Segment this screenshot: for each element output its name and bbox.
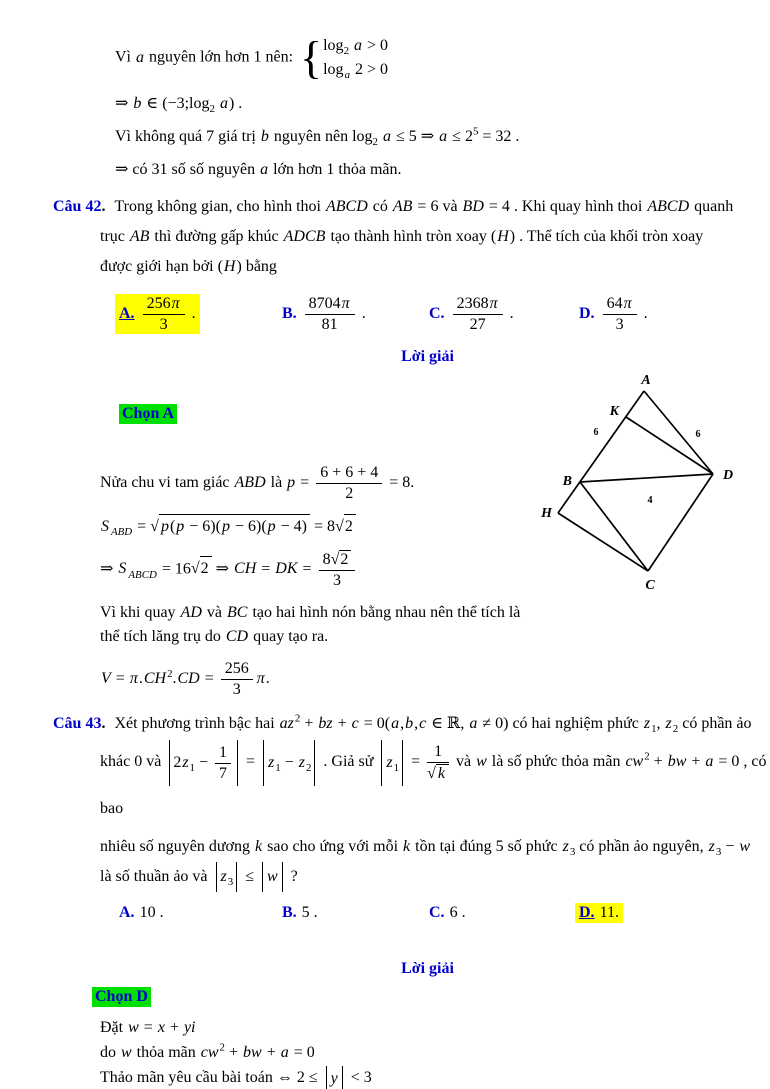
q42-solution-line-1: Nửa chu vi tam giác ABD là p = $\frac{6 + 6 + 4}{2}$ = 8.	[100, 464, 415, 502]
q43-loi-giai: Lời giải	[401, 960, 454, 978]
figure-label-6: 6	[695, 429, 701, 440]
figure-label-K: K	[609, 404, 619, 419]
option-cell-d	[575, 903, 770, 923]
option-cell-a	[115, 294, 278, 335]
option-cell-b	[278, 294, 425, 335]
intro-section	[115, 0, 770, 181]
q43-chon-badge: Chọn D	[92, 987, 151, 1007]
edge-CD	[648, 474, 713, 571]
q43-line-3: nhiêu số nguyên dương k sao cho ứng với mỗi k tồn tại đúng 5 số phức $z_3$ có phần ảo nguyên, $z_3 - w$	[100, 837, 751, 858]
edge-AH	[558, 391, 644, 513]
option-letter-d: D.	[579, 304, 595, 322]
q43-solution	[100, 1015, 770, 1089]
figure-label-D: D	[723, 468, 734, 483]
figure-label-B: B	[562, 474, 572, 489]
edge-KD	[626, 417, 713, 474]
option-letter-b: B.	[282, 904, 297, 922]
q43-line-4: là số thuần ảo và $z_3$ ≤ w ?	[100, 862, 770, 892]
q43-solution-line-1: Đặt w = x + yi	[100, 1019, 196, 1037]
figure-label-H: H	[541, 506, 552, 521]
intro-line-4: ⇒ có 31 số số nguyên a lớn hơn 1 thỏa mãn.	[115, 161, 402, 178]
option-cell-c	[425, 294, 575, 335]
q43-label-dot: .	[101, 715, 106, 733]
option-a-highlighted: A. $\frac{256\pi}{3}$ .	[115, 294, 200, 335]
option-a: A. 10 .	[119, 904, 164, 922]
option-letter-b: B.	[282, 304, 297, 322]
q43-label: Câu 43	[53, 715, 102, 733]
q43-solution-line-3: Thảo mãn yêu cầu bài toán ⇔ 2 ≤ y < 3	[100, 1065, 770, 1089]
q43-line-2: khác 0 và $2z_1$ − $\frac{1}{7}$ = $z_1 - z_2$ . Giả sử $z_1$ = $\frac{1}{√ k}$ và w là số phức thỏa mãn $cw^2$ + bw + a = 0 , có bao	[100, 739, 770, 831]
edge-HC	[558, 513, 648, 571]
q42-label-dot: .	[101, 198, 106, 215]
edge-BD	[580, 474, 713, 482]
edge-AD	[644, 391, 713, 474]
option-letter-a: A.	[119, 904, 135, 922]
q42-solution-line-3: ⇒ S $_{ABCD}$ = 16√2 ⇒ CH = DK = $\frac{8√2}{3}$	[100, 550, 532, 590]
option-cell-a	[115, 903, 278, 923]
intro-line-1: Vì a nguyên lớn hơn 1 nên: { $\log_2 a > 0$ $\log_a 2 > 0$	[115, 32, 389, 83]
rhombus-svg	[533, 356, 748, 604]
option-cell-b	[278, 903, 425, 923]
q43-options	[115, 900, 770, 926]
q43-text: Xét phương trình bậc hai $az^2$ + bz + c = 0(a,b,c ∈ ℝ, a ≠ 0) có hai nghiệm phức $z_1$, $z_2$ có phần ảo	[114, 713, 752, 736]
figure-label-6: 6	[593, 427, 599, 438]
q42-chon-badge: Chọn A	[119, 404, 177, 424]
q42-text: Trong không gian, cho hình thoi ABCD có AB = 6 và BD = 4 . Khi quay hình thoi ABCD quanh	[114, 198, 734, 215]
option-letter-c: C.	[429, 304, 445, 322]
figure-label-A: A	[641, 373, 651, 388]
q42-loi-giai: Lời giải	[401, 348, 454, 365]
intro-line-3: Vì không quá 7 giá trị b nguyên nên $\log_2 a \le 5$ ⇒ $a \le 2^5 = 32$ .	[115, 125, 520, 149]
option-letter-c: C.	[429, 904, 445, 922]
option-c: C. $\frac{2368\pi}{27}$ .	[429, 294, 514, 333]
option-cell-d	[575, 294, 770, 335]
q42-figure-rhombus-diagram	[533, 356, 753, 606]
q42-options	[115, 292, 770, 336]
figure-label-C: C	[645, 578, 655, 593]
q42-solution	[100, 464, 532, 698]
question-43	[0, 709, 770, 1089]
option-d: D. $\frac{64\pi}{3}$ .	[579, 294, 648, 333]
option-letter-d: D.	[579, 904, 595, 922]
q42-line-2: trục AB thì đường gấp khúc ADCB tạo thành hình tròn xoay (H) . Thể tích của khối tròn xoay	[100, 228, 704, 245]
q42-solution-line-4: Vì khi quay AD và BC tạo hai hình nón bằng nhau nên thể tích là thể tích lăng trụ do CD quay tạo ra.	[100, 603, 521, 645]
option-c: C. 6 .	[429, 904, 466, 922]
q43-line-1	[53, 709, 770, 739]
q42-solution-line-5: $V = \pi.CH^2.CD$ = $\frac{256}{3}$ π.	[101, 659, 270, 698]
edge-BC	[580, 482, 648, 571]
q42-line-1	[53, 192, 770, 222]
q43-solution-line-2: do w thỏa mãn $cw^2$ + bw + a = 0	[100, 1041, 315, 1062]
q42-label: Câu 42	[53, 198, 102, 215]
option-letter-a: A.	[119, 304, 135, 322]
q42-solution-line-2: S $_{ABD}$ = √ p(p − 6)(p − 6)(p − 4) = 8√2	[100, 514, 532, 539]
intro-line-2: ⇒ b ∈ ($-3;\log_2$ a) .	[115, 95, 243, 116]
option-b: B. 5 .	[282, 904, 318, 922]
q42-line-3: được giới hạn bởi (H) bằng	[100, 258, 277, 275]
option-cell-c	[425, 903, 575, 923]
q43-chon-wrap	[92, 987, 770, 1007]
figure-label-4: 4	[647, 495, 653, 506]
option-b: B. $\frac{8704\pi}{81}$ .	[282, 294, 366, 333]
option-d-highlighted: D. 11.	[575, 903, 623, 923]
